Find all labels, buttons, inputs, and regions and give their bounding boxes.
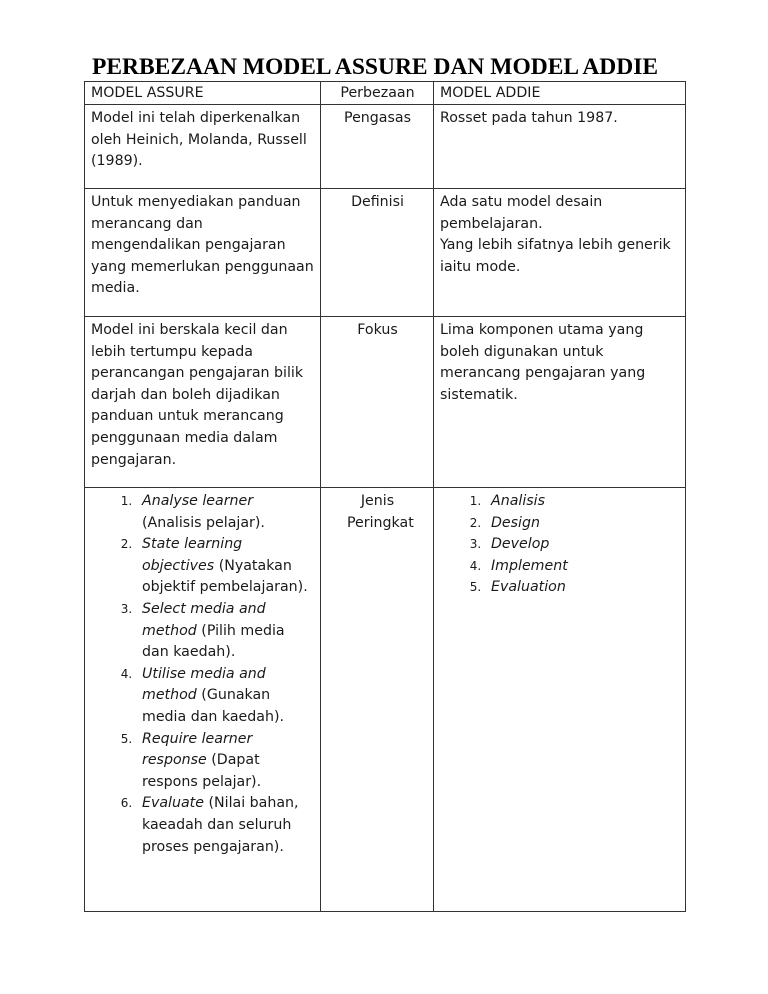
addie-cell: Lima komponen utama yang boleh digunakan untuk merancang pengajaran yang sistematik. — [434, 317, 686, 488]
list-item: 2. Design — [485, 513, 680, 535]
perbezaan-cell: Jenis Peringkat — [321, 488, 434, 912]
table-row-pengasas — [85, 105, 686, 189]
addie-cell — [434, 488, 686, 912]
list-item: 4. Utilise media and method (Gunakan media dan kaedah). — [136, 664, 315, 729]
header-model-addie: MODEL ADDIE — [434, 82, 686, 105]
page-title: PERBEZAAN MODEL ASSURE DAN MODEL ADDIE — [92, 54, 659, 80]
assure-cell: Model ini telah diperkenalkan oleh Heinich, Molanda, Russell (1989). — [85, 105, 321, 189]
assure-cell — [85, 488, 321, 912]
header-perbezaan: Perbezaan — [321, 82, 434, 105]
list-item: 5. Require learner response (Dapat respons pelajar). — [136, 729, 315, 794]
assure-cell: Untuk menyediakan panduan merancang dan mengendalikan pengajaran yang memerlukan penggunaan media. — [85, 189, 321, 317]
table-row-fokus — [85, 317, 686, 488]
table-row-definisi — [85, 189, 686, 317]
comparison-table — [84, 81, 686, 912]
list-item: 2. State learning objectives (Nyatakan objektif pembelajaran). — [136, 534, 315, 599]
perbezaan-cell: Fokus — [321, 317, 434, 488]
list-item: 4. Implement — [485, 556, 680, 578]
assure-steps-list — [91, 491, 315, 858]
table-row-jenis-peringkat — [85, 488, 686, 912]
perbezaan-cell: Definisi — [321, 189, 434, 317]
perbezaan-cell: Pengasas — [321, 105, 434, 189]
list-item: 3. Select media and method (Pilih media dan kaedah). — [136, 599, 315, 664]
header-model-assure: MODEL ASSURE — [85, 82, 321, 105]
list-item: 1. Analyse learner (Analisis pelajar). — [136, 491, 315, 534]
assure-cell: Model ini berskala kecil dan lebih tertumpu kepada perancangan pengajaran bilik darjah dan boleh dijadikan panduan untuk merancang penggunaan media dalam pengajaran. — [85, 317, 321, 488]
list-item: 1. Analisis — [485, 491, 680, 513]
addie-cell — [434, 189, 686, 317]
list-item: 5. Evaluation — [485, 577, 680, 599]
addie-steps-list — [440, 491, 680, 599]
addie-definition-line: Ada satu model desain pembelajaran. — [440, 194, 603, 232]
list-item: 3. Develop — [485, 534, 680, 556]
addie-definition-line: Yang lebih sifatnya lebih generik iaitu mode. — [440, 237, 671, 275]
list-item: 6. Evaluate (Nilai bahan, kaeadah dan seluruh proses pengajaran). — [136, 793, 315, 858]
table-header-row — [85, 82, 686, 105]
addie-cell: Rosset pada tahun 1987. — [434, 105, 686, 189]
